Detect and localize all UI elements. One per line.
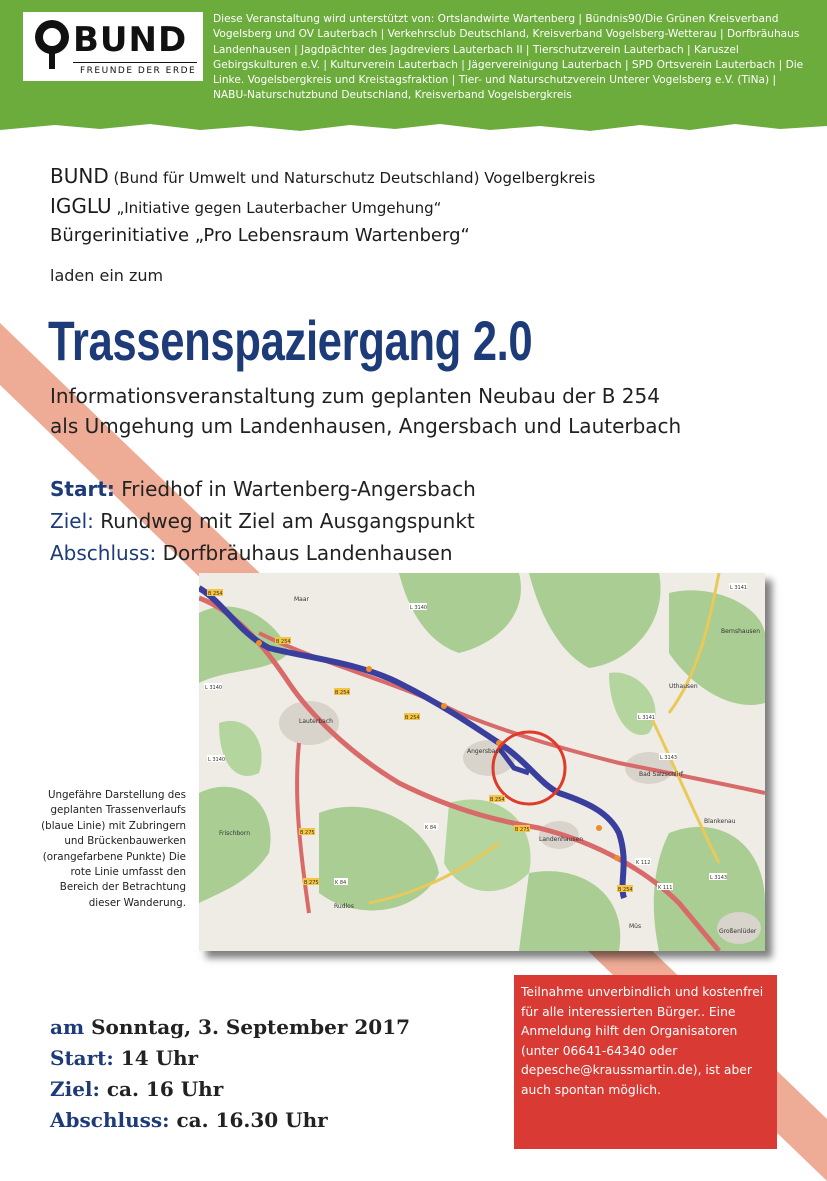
route-ziel-label: Ziel: bbox=[50, 509, 94, 533]
map-road-label bbox=[334, 688, 350, 696]
svg-text:K 111: K 111 bbox=[658, 885, 673, 891]
map-place-label: Uthausen bbox=[669, 683, 698, 690]
schedule-date-value: Sonntag, 3. September 2017 bbox=[84, 1015, 411, 1039]
org-bund-desc: (Bund für Umwelt und Naturschutz Deutschland) Vogelbergkreis bbox=[108, 169, 596, 187]
svg-text:L 3140: L 3140 bbox=[208, 757, 226, 763]
svg-text:L 3141: L 3141 bbox=[730, 585, 748, 591]
schedule-abschluss-value: ca. 16.30 Uhr bbox=[169, 1108, 328, 1132]
map-place-label: Müs bbox=[629, 923, 642, 930]
route-start-label: Start: bbox=[50, 477, 115, 501]
map-road-label bbox=[635, 858, 651, 866]
svg-text:B 254: B 254 bbox=[405, 715, 420, 721]
route-abschluss-value: Dorfbräuhaus Landenhausen bbox=[156, 541, 453, 565]
map-place-label: Angersbach bbox=[467, 748, 503, 755]
svg-text:B 254: B 254 bbox=[276, 639, 291, 645]
org-igglu-desc: „Initiative gegen Lauterbacher Umgehung“ bbox=[111, 199, 442, 217]
svg-text:L 3141: L 3141 bbox=[638, 715, 656, 721]
map-image bbox=[199, 573, 765, 951]
map-road-label bbox=[617, 885, 633, 893]
svg-text:K 112: K 112 bbox=[636, 860, 651, 866]
svg-text:L 3143: L 3143 bbox=[660, 755, 678, 761]
map-road-label bbox=[514, 825, 530, 833]
subtitle-line-1: Informationsveranstaltung zum geplanten Neubau der B 254 bbox=[50, 384, 660, 408]
map-road-label bbox=[637, 713, 655, 721]
svg-text:K 84: K 84 bbox=[425, 825, 437, 831]
svg-text:K 84: K 84 bbox=[335, 880, 347, 886]
organizers bbox=[50, 162, 595, 250]
map-place-label: Landenhausen bbox=[539, 836, 584, 843]
svg-text:B 275: B 275 bbox=[300, 830, 315, 836]
schedule-start bbox=[50, 1043, 410, 1074]
svg-text:L 3140: L 3140 bbox=[410, 605, 428, 611]
map-road-label bbox=[729, 583, 747, 591]
map-place-label: Maar bbox=[294, 596, 309, 603]
schedule-date bbox=[50, 1012, 410, 1043]
map-road-label bbox=[659, 753, 677, 761]
schedule-ziel-value: ca. 16 Uhr bbox=[99, 1077, 224, 1101]
svg-text:B 254: B 254 bbox=[208, 591, 223, 597]
map-road-label bbox=[709, 873, 727, 881]
svg-text:B 254: B 254 bbox=[335, 690, 350, 696]
svg-text:L 3143: L 3143 bbox=[710, 875, 728, 881]
route-start-value: Friedhof in Wartenberg-Angersbach bbox=[114, 477, 476, 501]
route-ziel bbox=[50, 505, 476, 537]
tree-icon bbox=[31, 17, 73, 71]
subtitle-line-2: als Umgehung um Landenhausen, Angersbach und Lauterbach bbox=[50, 414, 682, 438]
schedule-ziel bbox=[50, 1074, 410, 1105]
sponsors-text: Diese Veranstaltung wird unterstützt von: Ortslandwirte Wartenberg | Bündnis90/Die Grünen Kreisverband Vogelsberg und OV Lauterbach | Verkehrsclub Deutschland, Kreisverband Vogelsberg-Wetterau | Dorfbräuhaus Landenhausen | Jagdpächter des Jagdreviers Lauterbach II | Tierschutzverein Lauterbach | Karuszel Gebirgskulturen e.V. | Kulturverein Lauterbach | Jägervereinigung Lauterbach | SPD Ortsverein Lauterbach | Die Linke. Vogelsbergkreis und Kreistagsfraktion | Tier- und Naturschutzverein Unterer Vogelsberg e.V. (TiNa) | NABU-Naturschutzbund Deutschland, Kreisverband Vogelsbergkreis bbox=[213, 13, 804, 102]
map-place-label: Bernshausen bbox=[721, 628, 760, 635]
svg-text:B 254: B 254 bbox=[490, 797, 505, 803]
org-bi: Bürgerinitiative „Pro Lebensraum Wartenberg“ bbox=[50, 225, 470, 246]
svg-text:B 254: B 254 bbox=[618, 887, 633, 893]
map-place-label: Bad Salzschlirf bbox=[639, 771, 683, 778]
map-road-label bbox=[409, 603, 427, 611]
map-place-label: Großenlüder bbox=[719, 928, 757, 935]
route-abschluss bbox=[50, 537, 476, 569]
svg-text:L 3140: L 3140 bbox=[205, 685, 223, 691]
torn-edge bbox=[0, 112, 827, 134]
schedule-start-label: Start: bbox=[50, 1046, 114, 1070]
map-place-label: Frischborn bbox=[219, 830, 251, 837]
map-road-label bbox=[657, 883, 673, 891]
map-place-label: Blankenau bbox=[704, 818, 736, 825]
route-info bbox=[50, 473, 476, 569]
map-road-label bbox=[404, 713, 420, 721]
map-road-label bbox=[207, 755, 225, 763]
logo-tagline: FREUNDE DER ERDE bbox=[80, 66, 197, 76]
route-ziel-value: Rundweg mit Ziel am Ausgangspunkt bbox=[93, 509, 475, 533]
schedule-abschluss-label: Abschluss: bbox=[50, 1108, 170, 1132]
invite-text: laden ein zum bbox=[50, 266, 164, 285]
map-place-label: Lauterbach bbox=[299, 718, 333, 725]
schedule-abschluss bbox=[50, 1105, 410, 1136]
notice-text: Teilnahme unverbindlich und kostenfrei für alle interessierten Bürger.. Eine Anmeldung hilft den Organisatoren (unter 06641-64340 oder depesche@kraussmartin.de), ist aber auch spontan möglich. bbox=[521, 985, 764, 1097]
logo-name: BUND bbox=[73, 20, 188, 60]
map-road-label bbox=[207, 589, 223, 597]
map-road-label bbox=[299, 828, 315, 836]
org-bund bbox=[50, 162, 595, 192]
svg-text:B 275: B 275 bbox=[515, 827, 530, 833]
map-caption: Ungefähre Darstellung des geplanten Trassenverlaufs (blaue Linie) mit Zubringern und Brückenbauwerken (orangefarbene Punkte) Die rote Linie umfasst den Bereich der Betrachtung dieser Wanderung. bbox=[41, 789, 186, 909]
svg-text:B 275: B 275 bbox=[304, 880, 319, 886]
map-road-label bbox=[303, 878, 319, 886]
org-igglu bbox=[50, 192, 595, 222]
logo-divider bbox=[73, 62, 197, 63]
map-place-label: Rudlos bbox=[334, 903, 354, 910]
map-road-label bbox=[489, 795, 505, 803]
event-title: Trassenspaziergang 2.0 bbox=[48, 309, 533, 372]
schedule-ziel-label: Ziel: bbox=[50, 1077, 100, 1101]
map-road-label bbox=[204, 683, 222, 691]
route-start bbox=[50, 473, 476, 505]
route-map bbox=[199, 573, 765, 951]
map-road-label bbox=[334, 878, 348, 886]
event-subtitle bbox=[50, 381, 681, 441]
org-igglu-name: IGGLU bbox=[50, 194, 112, 218]
schedule-am-label: am bbox=[50, 1015, 85, 1039]
map-road-label bbox=[424, 823, 438, 831]
org-bund-name: BUND bbox=[50, 164, 109, 188]
route-abschluss-label: Abschluss: bbox=[50, 541, 157, 565]
schedule-start-value: 14 Uhr bbox=[113, 1046, 199, 1070]
schedule bbox=[50, 1012, 410, 1136]
map-road-label bbox=[275, 637, 291, 645]
